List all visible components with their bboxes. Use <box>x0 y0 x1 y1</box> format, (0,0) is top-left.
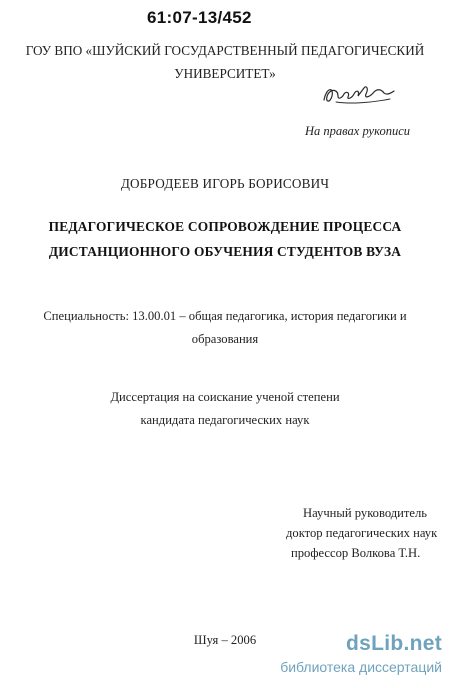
degree-line-1: Диссертация на соискание ученой степени <box>110 390 340 404</box>
dissertation-title <box>0 214 450 264</box>
handwritten-signature <box>320 82 398 108</box>
supervisor-name: профессор Волкова Т.Н. <box>291 546 421 560</box>
catalog-number: 61:07-13/452 <box>147 8 252 27</box>
watermark-subtitle: библиотека диссертаций <box>280 659 442 675</box>
watermark-logo: dsLib.net <box>345 632 442 655</box>
title-line-1: ПЕДАГОГИЧЕСКОЕ СОПРОВОЖДЕНИЕ ПРОЦЕССА <box>48 219 402 234</box>
supervisor-block <box>263 503 438 563</box>
city-year: Шуя – 2006 <box>193 633 257 647</box>
institution-name <box>0 39 450 85</box>
watermark <box>280 632 442 676</box>
author-name: ДОБРОДЕЕВ ИГОРЬ БОРИСОВИЧ <box>120 176 330 191</box>
institution-line-1: ГОУ ВПО «ШУЙСКИЙ ГОСУДАРСТВЕННЫЙ ПЕДАГОГИЧЕСКИЙ <box>25 43 425 58</box>
rights-notice: На правах рукописи <box>305 124 410 138</box>
institution-line-2: УНИВЕРСИТЕТ» <box>174 66 276 81</box>
degree-line-2: кандидата педагогических наук <box>140 413 310 427</box>
degree-statement <box>0 386 450 432</box>
specialty-line-2: образования <box>191 332 259 346</box>
supervisor-degree: доктор педагогических наук <box>286 526 438 540</box>
specialty-line-1: Специальность: 13.00.01 – общая педагогика, история педагогики и <box>43 309 407 323</box>
supervisor-role: Научный руководитель <box>303 506 428 520</box>
specialty <box>0 305 450 351</box>
title-line-2: ДИСТАНЦИОННОГО ОБУЧЕНИЯ СТУДЕНТОВ ВУЗА <box>48 244 402 259</box>
